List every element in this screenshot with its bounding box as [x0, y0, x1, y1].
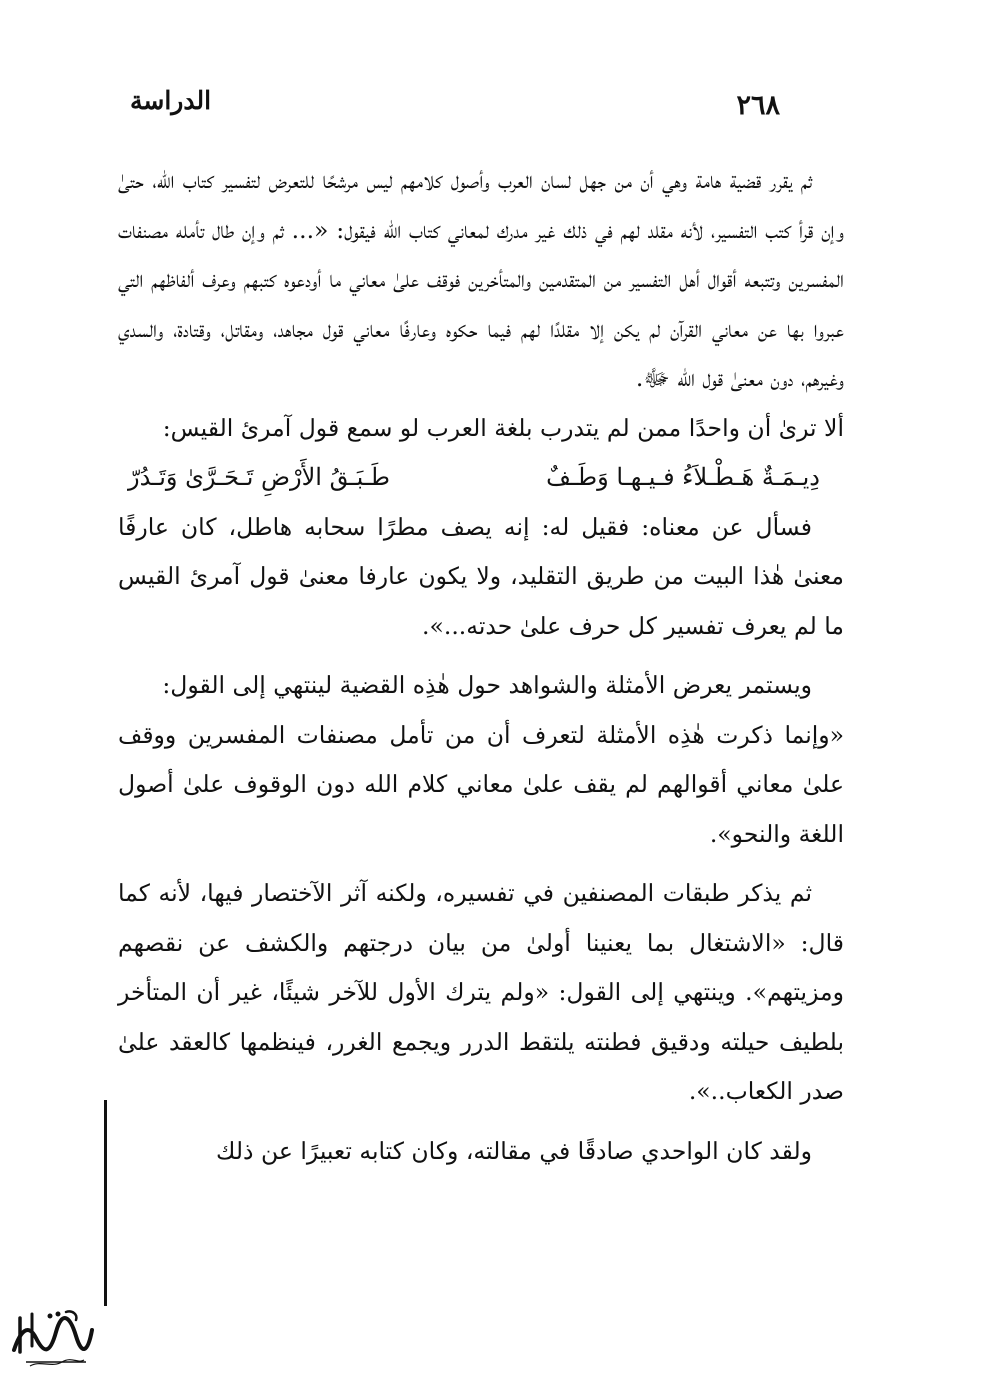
paragraph-4: ويستمر يعرض الأمثلة والشواهد حول هٰذِه القضية لينتهي إلى القول:: [162, 671, 812, 699]
paragraph-2: ألا ترىٰ أن واحدًا ممن لم يتدرب بلغة العرب لو سمع قول آمرئ القيس:: [162, 413, 844, 442]
paragraph-1: ثم يقرر قضية هامة وهي أن من جهل لسان العرب وأصول كلامهم ليس مرشحًا للتعرض لتفسير كتاب الله، حتىٰ وإن قرأ كتب التفسير، لأنه مقلد لهم في ذلك غير مدرك لمعاني كتاب الله فيقول: «... ثم وإن طال تأمله مصنفات المفسرين وتتبعه أقوال أهل التفسير من المتقدمين والمتأخرين فوقف علىٰ معاني ما أودعوه كتبهم وعرف ألفاظهم التي عبروا بها عن معاني القرآن لم يكن إلا مقلدًا لهم فيما حكوه وعارفًا معاني قول مجاهد، ومقاتل، وقتادة، والسدي وغيرهم، دون معنىٰ قول الله ﷻ.: [118, 166, 844, 392]
watermark-logo-icon: [6, 1302, 98, 1370]
paragraph-gap: [118, 859, 844, 869]
paragraph-6: ثم يذكر طبقات المصنفين في تفسيره، ولكنه آثر الآختصار فيها، لأنه كما قال: «الاشتغال بما يعنينا أولىٰ من بيان درجتهم والكشف عن نقصهم ومزيتهم». وينتهي إلى القول: «ولم يترك الأول للآخر شيئًا، غير أن المتأخر بلطيف حيلته ودقيق فطنته يلتقط الدرر ويجمع الغرر، فينظمها كالعقد علىٰ صدر الكعاب..».: [118, 879, 844, 1105]
paragraph-gap: [118, 1117, 844, 1127]
running-title: الدراسة: [130, 86, 212, 115]
body-text: [118, 156, 844, 1176]
verse-first-hemistich: دِيـمَـةٌ هَـطْـلاَءُ فـيـهـا وَطَـفٌ: [546, 463, 820, 491]
poetry-verse: [118, 453, 844, 503]
margin-rule: [104, 1100, 107, 1306]
page-number: ٢٦٨: [736, 90, 780, 121]
verse-second-hemistich: طَـبَـقُ الأَرْضِ تَـحَـرَّىٰ وَتَـدُرّ: [128, 463, 391, 491]
paragraph-gap: [118, 651, 844, 661]
page-header: [130, 82, 790, 122]
paragraph-3: فسأل عن معناه: فقيل له: إنه يصف مطرًا سحابه هاطل، كان عارفًا معنىٰ هٰذا البيت من طريق التقليد، ولا يكون عارفا معنىٰ قول آمرئ القيس ما لم يعرف تفسير كل حرف علىٰ حدته...».: [118, 512, 844, 640]
paragraph-7: ولقد كان الواحدي صادقًا في مقالته، وكان كتابه تعبيرًا عن ذلك: [216, 1136, 812, 1165]
paragraph-5: «وإنما ذكرت هٰذِه الأمثلة لتعرف أن من تأمل مصنفات المفسرين ووقف علىٰ معاني أقوالهم لم يقف علىٰ معاني كلام الله دون الوقوف علىٰ أصول اللغة والنحو».: [118, 720, 844, 848]
